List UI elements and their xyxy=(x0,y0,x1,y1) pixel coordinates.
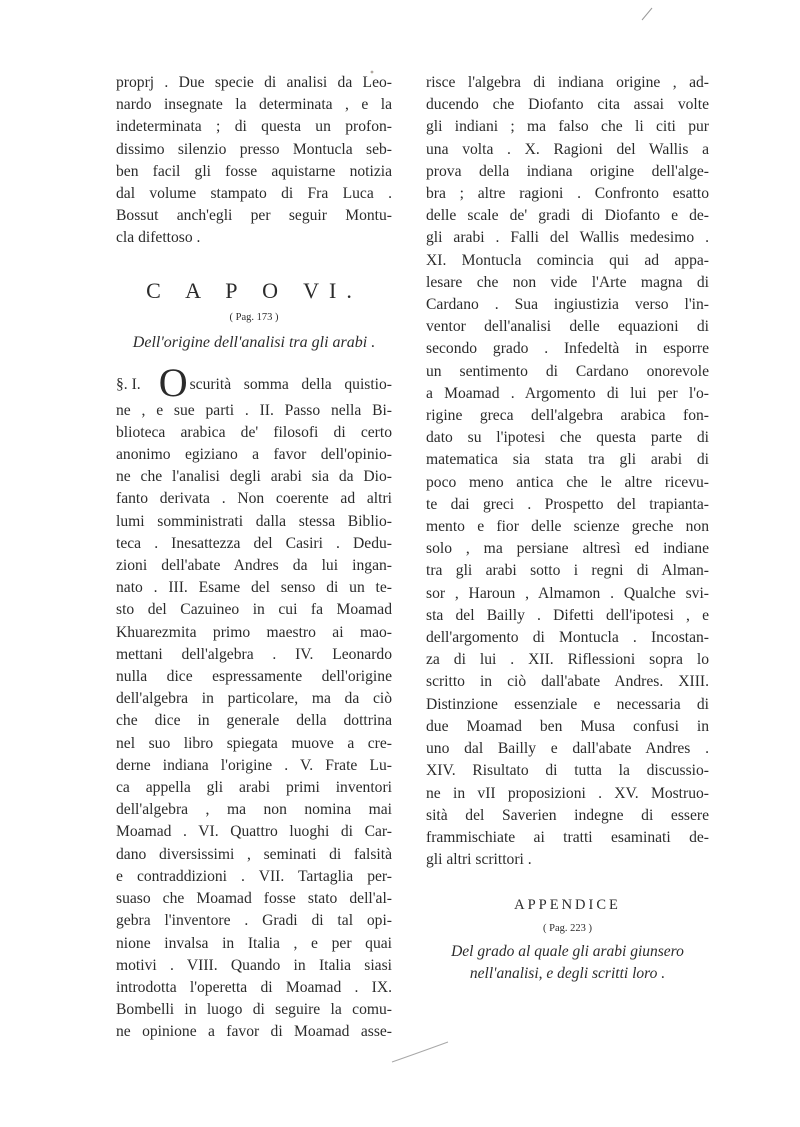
text-line: teca . Inesattezza del Casiri . Dedu- xyxy=(116,534,392,552)
section-sign: §. I. xyxy=(116,375,141,393)
text-line: Moamad . VI. Quattro luoghi di Car- xyxy=(116,823,392,841)
chapter-summary-continued xyxy=(426,72,709,871)
appendix-title xyxy=(426,941,709,985)
text-line: uno dal Bailly e dall'abate Andres . xyxy=(426,740,709,758)
text-line: introdotta l'operetta di Moamad . IX. xyxy=(116,978,392,996)
text-line: Distinzione essenziale e necessaria di xyxy=(426,695,709,713)
text-line: rigine greca dell'algebra arabica fon- xyxy=(426,407,709,425)
text-line: fanto derivata . Non coerente ad altri xyxy=(116,490,392,508)
intro-paragraph xyxy=(116,72,392,250)
text-line: mento e fior delle scienze greche non xyxy=(426,518,709,536)
text-line: solo , ma persiane altresì ed indiane xyxy=(426,540,709,558)
chapter-title: Dell'origine dell'analisi tra gli arabi . xyxy=(132,333,376,351)
text-line: bra ; altre ragioni . Confronto esatto xyxy=(426,185,709,203)
text-line: Khuarezmita primo maestro ai mao- xyxy=(116,623,392,641)
text-line: dal volume stampato di Fra Luca . xyxy=(116,185,392,203)
text-line: XI. Montucla comincia qui ad appa- xyxy=(426,251,709,269)
text-line: dell'argomento di Montucla . Incostan- xyxy=(426,629,709,647)
text-line: Bossut anch'egli per seguir Montu- xyxy=(116,207,392,225)
text-line: due Moamad ben Musa confusi in xyxy=(426,717,709,735)
text-line: sità del Saverien indegne di essere xyxy=(426,806,709,824)
text-line: motivi . VIII. Quando in Italia siasi xyxy=(116,956,392,974)
text-line: nato . III. Esame del senso di un te- xyxy=(116,579,392,597)
chapter-summary xyxy=(116,364,392,1044)
text-line: frammischiate ai tratti esaminati de- xyxy=(426,828,709,846)
text-line: nardo insegnate la determinata , e la xyxy=(116,96,392,114)
text-line: prova della indiana origine dell'alge- xyxy=(426,162,709,180)
appendix-title-line: nell'analisi, e degli scritti loro . xyxy=(469,965,666,983)
text-line: nulla dice espressamente dell'origine xyxy=(116,668,392,686)
text-line: za di lui . XII. Riflessioni sopra lo xyxy=(426,651,709,669)
appendix-title-line: Del grado al quale gli arabi giunsero xyxy=(451,943,684,961)
text-line: proprj . Due specie di analisi da Leo- xyxy=(116,74,392,91)
text-line: gebra l'inventore . Gradi di tal opi- xyxy=(116,912,392,930)
text-line: anonimo egiziano a favor dell'opinio- xyxy=(116,446,392,464)
chapter-page-ref: ( Pag. 173 ) xyxy=(229,311,279,323)
text-line: ca appella gli arabi primi inventori xyxy=(116,779,392,797)
text-line: Bombelli in luogo di seguire la comu- xyxy=(116,1001,392,1019)
text-line: dano diversissimi , seminati di falsità xyxy=(116,845,392,863)
text-line: blioteca arabica de' filosofi di certo xyxy=(116,423,392,441)
appendix-page-ref: ( Pag. 223 ) xyxy=(543,923,592,935)
text-line: risce l'algebra di indiana origine , ad- xyxy=(426,74,709,91)
text-line: Cardano . Sua ingiustizia verso l'in- xyxy=(426,296,709,314)
drop-cap: O xyxy=(158,363,188,400)
text-line: indeterminata ; di questa un profon- xyxy=(116,118,392,136)
text-line: sor , Haroun , Almamon . Qualche svi- xyxy=(426,584,709,602)
text-line: gli arabi . Falli del Wallis medesimo . xyxy=(426,229,709,247)
text-line: zioni dell'abate Andres da lui ingan- xyxy=(116,557,392,575)
text-line: nel suo libro spiegata muove a cre- xyxy=(116,734,392,752)
text-line: nione invalsa in Italia , e per quai xyxy=(116,934,392,952)
text-line: ne , e sue parti . II. Passo nella Bi- xyxy=(116,401,392,419)
text-line: scritto in ciò dall'abate Andres. XIII. xyxy=(426,673,709,691)
text-line: e contraddizioni . VII. Tartaglia per- xyxy=(116,867,392,885)
right-column xyxy=(426,72,709,985)
text-line: te dai greci . Prospetto del trapianta- xyxy=(426,495,709,513)
text-line: XIV. Risultato di tutta la discussio- xyxy=(426,762,709,780)
text-line: sta del Bailly . Difetti dell'ipotesi , e xyxy=(426,606,709,624)
text-line: una volta . X. Ragioni del Wallis a xyxy=(426,140,709,158)
text-line: dell'algebra , ma non nomina mai xyxy=(116,801,392,819)
chapter-heading: C A P O VI. xyxy=(146,277,362,303)
page-corner-mark xyxy=(640,6,660,22)
text-line: a Moamad . Argomento di lui per l'o- xyxy=(426,384,709,402)
left-column xyxy=(116,72,392,1044)
text-line: tra gli arabi sotto i regni di Alman- xyxy=(426,562,709,580)
text-line: secondo grado . Infedeltà in esporre xyxy=(426,340,709,358)
text-line: derne indiana l'origine . V. Frate Lu- xyxy=(116,756,392,774)
text-line: cla difettoso . xyxy=(116,229,201,247)
text-line: delle scale de' gradi di Diofanto e de- xyxy=(426,207,709,225)
text-line: sto del Cazuineo in cui fa Moamad xyxy=(116,601,392,619)
text-line: suaso che Moamad fosse stato dell'al- xyxy=(116,890,392,908)
text-line: poco meno antica che le altre ricevu- xyxy=(426,473,709,491)
text-line: dell'algebra in particolare, ma da ciò xyxy=(116,690,392,708)
text-line: mettani dell'algebra . IV. Leonardo xyxy=(116,645,392,663)
appendix-heading: APPENDICE xyxy=(514,897,621,914)
pencil-stroke xyxy=(390,1040,450,1064)
text-line: ben facil gli fosse aquistarne notizia xyxy=(116,162,392,180)
text-line: ducendo che Diofanto cita assai volte xyxy=(426,96,709,114)
text-line: gli altri scrittori . xyxy=(426,851,532,869)
text-line: ne in vII proposizioni . XV. Mostruo- xyxy=(426,784,709,802)
text-line: ne che l'analisi degli arabi sia da Dio- xyxy=(116,468,392,486)
text-line: dato su l'ipotesi che questa parte di xyxy=(426,429,709,447)
text-line: un sentimento di Cardano onorevole xyxy=(426,362,709,380)
text-line: gli indiani ; ma falso che li citi pur xyxy=(426,118,709,136)
text-line: ventor dell'analisi delle equazioni di xyxy=(426,318,709,336)
first-line xyxy=(116,364,392,400)
text-line: lesare che non vide l'Arte magna di xyxy=(426,273,709,291)
text-line: matematica sia stata tra gli arabi di xyxy=(426,451,709,469)
text-line: ne opinione a favor di Moamad asse- xyxy=(116,1023,392,1041)
text-line: dissimo silenzio presso Montucla seb- xyxy=(116,140,392,158)
text-line: lumi somministrati dalla stessa Biblio- xyxy=(116,512,392,530)
text-line: che dice in generale della dottrina xyxy=(116,712,392,730)
text-line: scurità somma della quistio- xyxy=(189,375,392,393)
